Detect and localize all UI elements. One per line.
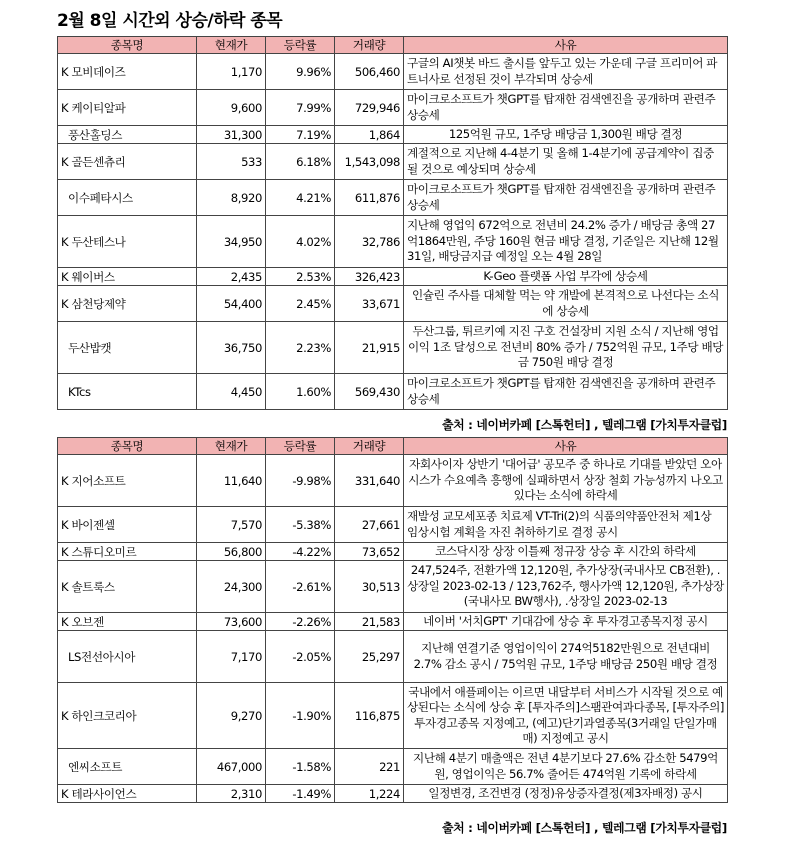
header-reason: 사유 [404,438,728,455]
header-change: 등락률 [266,37,335,54]
table-row [58,613,728,631]
header-volume: 거래량 [335,37,404,54]
trade-volume: 1,224 [335,785,404,803]
trade-volume: 33,671 [335,286,404,322]
current-price: 8,920 [197,180,266,216]
table-row [58,749,728,785]
reason-text: 네이버 '서치GPT' 기대감에 상승 후 투자경고종목지정 공시 [404,613,728,631]
trade-volume: 569,430 [335,374,404,410]
stock-name: K 두산테스나 [58,216,197,268]
reason-text: 구글의 AI챗봇 바드 출시를 앞두고 있는 가운데 구글 프리미어 파트너사로 선정된 것이 부각되며 상승세 [404,54,728,90]
header-volume: 거래량 [335,438,404,455]
table-header-row [58,37,728,54]
stock-name: K 하인크코리아 [58,683,197,749]
reason-text: 마이크로소프트가 챗GPT를 탑재한 검색엔진을 공개하며 관련주 상승세 [404,90,728,126]
table-row [58,785,728,803]
current-price: 54,400 [197,286,266,322]
table-row [58,216,728,268]
header-name: 종목명 [58,438,197,455]
falling-stocks-table [57,437,728,803]
change-rate: 2.53% [266,268,335,286]
change-rate: -1.58% [266,749,335,785]
current-price: 9,600 [197,90,266,126]
table-row [58,561,728,613]
source-note: 출처 : 네이버카페 [스톡헌터] , 텔레그램 [가치투자클럽] [442,821,727,835]
table-row [58,268,728,286]
change-rate: 7.19% [266,126,335,144]
change-rate: -5.38% [266,507,335,543]
change-rate: 9.96% [266,54,335,90]
stock-name: K 바이젠셀 [58,507,197,543]
change-rate: -1.90% [266,683,335,749]
reason-text: 지난해 영업익 672억으로 전년비 24.2% 증가 / 배당금 총액 27억1864만원, 주당 160원 현금 배당 결정, 기준일은 지난해 12월 31일, 배당금지급 예정일 오는 4월 28일 [404,216,728,268]
header-price: 현재가 [197,37,266,54]
stock-name: K 삼천당제약 [58,286,197,322]
stock-name: 엔씨소프트 [58,749,197,785]
change-rate: 7.99% [266,90,335,126]
table-row [58,144,728,180]
change-rate: -9.98% [266,455,335,507]
reason-text: 지난해 4분기 매출액은 전년 4분기보다 27.6% 감소한 5479억원, 영업이익은 56.7% 줄어든 474억원 기록에 하락세 [404,749,728,785]
trade-volume: 1,543,098 [335,144,404,180]
reason-text: 코스닥시장 상장 이틀째 정규장 상승 후 시간외 하락세 [404,543,728,561]
trade-volume: 1,864 [335,126,404,144]
stock-name: K 케이티알파 [58,90,197,126]
stock-name: K 골든센츄리 [58,144,197,180]
reason-text: 국내에서 애플페이는 이르면 내달부터 서비스가 시작될 것으로 예상된다는 소식에 상승 후 [투자주의]스팸관여과다종목, [투자주의]투자경고종목 지정예고, (예고)단기과열종목(3거래일 단일가매매) 지정예고 공시 [404,683,728,749]
trade-volume: 221 [335,749,404,785]
header-price: 현재가 [197,438,266,455]
reason-text: 마이크로소프트가 챗GPT를 탑재한 검색엔진을 공개하며 관련주 상승세 [404,374,728,410]
header-name: 종목명 [58,37,197,54]
change-rate: -4.22% [266,543,335,561]
stock-name: K 스튜디오미르 [58,543,197,561]
current-price: 73,600 [197,613,266,631]
reason-text: 일정변경, 조건변경 (정정)유상증자결정(제3자배정) 공시 [404,785,728,803]
change-rate: 4.21% [266,180,335,216]
table-row [58,374,728,410]
current-price: 24,300 [197,561,266,613]
reason-text: 125억원 규모, 1주당 배당금 1,300원 배당 결정 [404,126,728,144]
table-row [58,90,728,126]
change-rate: 1.60% [266,374,335,410]
table-row [58,543,728,561]
change-rate: -2.26% [266,613,335,631]
trade-volume: 326,423 [335,268,404,286]
page-title: 2월 8일 시간외 상승/하락 종목 [57,11,283,31]
reason-text: K-Geo 플랫폼 사업 부각에 상승세 [404,268,728,286]
stock-name: K 지어소프트 [58,455,197,507]
header-change: 등락률 [266,438,335,455]
stock-name: 풍산홀딩스 [58,126,197,144]
trade-volume: 27,661 [335,507,404,543]
current-price: 56,800 [197,543,266,561]
current-price: 4,450 [197,374,266,410]
table-row [58,322,728,374]
table-row [58,54,728,90]
table-row [58,455,728,507]
trade-volume: 611,876 [335,180,404,216]
current-price: 2,435 [197,268,266,286]
trade-volume: 30,513 [335,561,404,613]
table-row [58,126,728,144]
trade-volume: 331,640 [335,455,404,507]
trade-volume: 506,460 [335,54,404,90]
table-row [58,286,728,322]
trade-volume: 21,583 [335,613,404,631]
current-price: 2,310 [197,785,266,803]
reason-text: 두산그룹, 튀르키예 지진 구호 건설장비 지원 소식 / 지난해 영업이익 1조 달성으로 전년비 80% 증가 / 752억원 규모, 1주당 배당금 750원 배당 결정 [404,322,728,374]
current-price: 7,170 [197,631,266,683]
reason-text: 인슐린 주사를 대체할 먹는 약 개발에 본격적으로 나선다는 소식에 상승세 [404,286,728,322]
current-price: 9,270 [197,683,266,749]
trade-volume: 116,875 [335,683,404,749]
table-row [58,180,728,216]
change-rate: 4.02% [266,216,335,268]
current-price: 1,170 [197,54,266,90]
current-price: 31,300 [197,126,266,144]
change-rate: -2.61% [266,561,335,613]
change-rate: -2.05% [266,631,335,683]
reason-text: 계절적으로 지난해 4-4분기 및 올해 1-4분기에 공급계약이 집중될 것으로 예상되며 상승세 [404,144,728,180]
stock-name: 두산밥캣 [58,322,197,374]
source-note: 출처 : 네이버카페 [스톡헌터] , 텔레그램 [가치투자클럽] [442,418,727,432]
trade-volume: 729,946 [335,90,404,126]
header-reason: 사유 [404,37,728,54]
current-price: 34,950 [197,216,266,268]
change-rate: 6.18% [266,144,335,180]
reason-text: 247,524주, 전환가액 12,120원, 추가상장(국내사모 CB전환), .상장일 2023-02-13 / 123,762주, 행사가액 12,120원, 추가상장(국내사모 BW행사), .상장일 2023-02-13 [404,561,728,613]
table-row [58,631,728,683]
trade-volume: 25,297 [335,631,404,683]
reason-text: 자회사이자 상반기 '대어급' 공모주 중 하나로 기대를 받았던 오아시스가 수요예측 흥행에 실패하면서 상장 철회 가능성까지 나오고 있다는 소식에 하락세 [404,455,728,507]
stock-name: K 모비데이즈 [58,54,197,90]
table-row [58,683,728,749]
stock-name: K 웨이버스 [58,268,197,286]
trade-volume: 73,652 [335,543,404,561]
stock-name: K 솔트룩스 [58,561,197,613]
stock-name: K 오브젠 [58,613,197,631]
stock-name: LS전선아시아 [58,631,197,683]
rising-stocks-table [57,36,728,410]
change-rate: 2.45% [266,286,335,322]
current-price: 7,570 [197,507,266,543]
change-rate: -1.49% [266,785,335,803]
trade-volume: 21,915 [335,322,404,374]
stock-name: K 테라사이언스 [58,785,197,803]
change-rate: 2.23% [266,322,335,374]
table-header-row [58,438,728,455]
current-price: 467,000 [197,749,266,785]
current-price: 11,640 [197,455,266,507]
reason-text: 마이크로소프트가 챗GPT를 탑재한 검색엔진을 공개하며 관련주 상승세 [404,180,728,216]
stock-name: KTcs [58,374,197,410]
stock-name: 이수페타시스 [58,180,197,216]
reason-text: 재발성 교모세포종 치료제 VT-Tri(2)의 식품의약품안전처 제1상 임상시험 계획을 자진 취하하기로 결정 공시 [404,507,728,543]
trade-volume: 32,786 [335,216,404,268]
current-price: 533 [197,144,266,180]
reason-text: 지난해 연결기준 영업이익이 274억5182만원으로 전년대비 2.7% 감소 공시 / 75억원 규모, 1주당 배당금 250원 배당 결정 [404,631,728,683]
table-row [58,507,728,543]
current-price: 36,750 [197,322,266,374]
